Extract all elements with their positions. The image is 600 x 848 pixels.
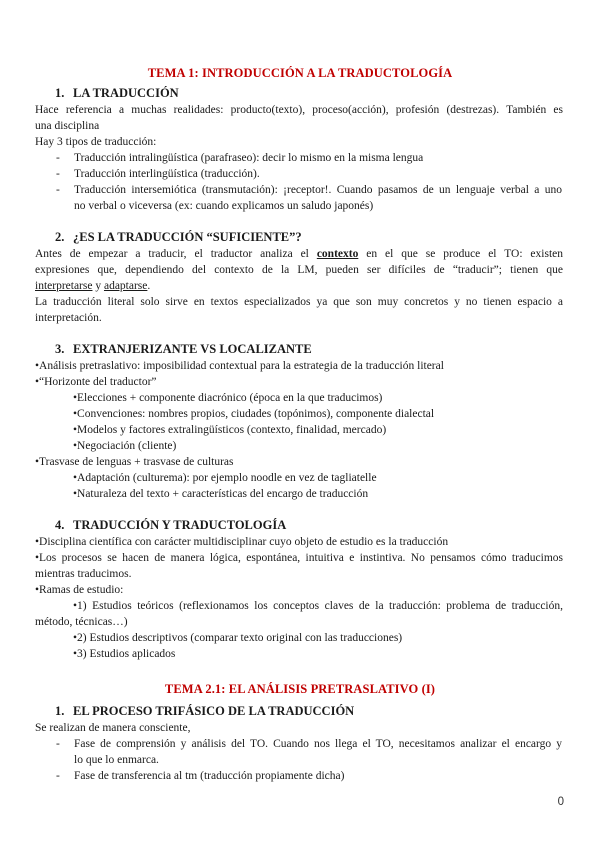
s2-text: Antes de empezar a traducir, el traductor analiza el xyxy=(35,248,309,260)
s2-paragraph-line3 xyxy=(35,278,563,294)
bullet-item-line1: •Los procesos se hacen de manera lógica, espontánea, intuitiva e instintiva. No pensamos cómo traducimos xyxy=(35,552,563,564)
sub-bullet-item: •2) Estudios descriptivos (comparar texto original con las traducciones) xyxy=(73,632,403,644)
sub-bullet-item: •3) Estudios aplicados xyxy=(73,648,176,660)
list-item-text: Traducción intralingüística (parafraseo): decir lo mismo en la misma lengua xyxy=(74,152,424,164)
sub-bullet-item: •Negociación (cliente) xyxy=(73,440,177,452)
bullet-item: •Disciplina científica con carácter multidisciplinar cuyo objeto de estudio es la traducción xyxy=(35,536,449,548)
sub-bullet-item: •Convenciones: nombres propios, ciudades (topónimos), componente dialectal xyxy=(73,408,435,420)
section-4-title: TRADUCCIÓN Y TRADUCTOLOGÍA xyxy=(73,518,287,532)
sub-bullet-item: •Modelos y factores extralingüísticos (contexto, finalidad, mercado) xyxy=(73,424,387,436)
bullet-item: •Trasvase de lenguas + trasvase de culturas xyxy=(35,456,234,468)
list-item-text-line1: Traducción intersemiótica (transmutación): ¡receptor!. Cuando pasamos de un lenguaje verbal a uno xyxy=(74,184,562,196)
s2-paragraph-line2: expresiones que, dependiendo del contexto de la LM, pueden ser difíciles de “traducir”; tienen que xyxy=(35,264,563,276)
list-item xyxy=(56,166,562,182)
bullet-item: •Ramas de estudio: xyxy=(35,584,124,596)
dash-marker: - xyxy=(56,184,60,196)
s1-paragraph-line1: Hace referencia a muchas realidades: producto(texto), proceso(acción), profesión (destrezas). También es xyxy=(35,104,563,116)
s1-paragraph-line2: una disciplina xyxy=(35,120,100,132)
list-item-text: Fase de transferencia al tm (traducción propiamente dicha) xyxy=(74,770,345,782)
section-1-heading xyxy=(55,86,179,101)
list-item xyxy=(56,768,562,784)
list-item xyxy=(56,736,562,768)
bullet-item: •Análisis pretraslativo: imposibilidad contextual para la estrategia de la traducción literal xyxy=(35,360,444,372)
page-number: 0 xyxy=(557,796,564,808)
t2-section-1-number: 1. xyxy=(55,704,65,718)
s2-text: y xyxy=(92,280,104,292)
section-1-title: LA TRADUCCIÓN xyxy=(73,86,179,100)
section-3-title: EXTRANJERIZANTE VS LOCALIZANTE xyxy=(73,342,312,356)
s2-text: . xyxy=(147,280,151,292)
section-1-number: 1. xyxy=(55,86,65,100)
section-2-number: 2. xyxy=(55,230,65,244)
list-item xyxy=(56,150,562,166)
t2-paragraph: Se realizan de manera consciente, xyxy=(35,722,191,734)
s2-paragraph2-line1: La traducción literal solo sirve en textos especializados ya que son muy concretos y no tienen espacio a xyxy=(35,296,563,308)
dash-marker: - xyxy=(56,738,60,750)
s2-text: en el que se produce el TO: existen xyxy=(358,248,564,260)
section-2-heading xyxy=(55,230,302,245)
dash-marker: - xyxy=(56,152,60,164)
section-3-number: 3. xyxy=(55,342,65,356)
list-item-text-line2: lo que lo enmarca. xyxy=(74,754,159,766)
section-4-number: 4. xyxy=(55,518,65,532)
list-item-text-line2: no verbal o viceversa (ex: cuando explicamos un saludo japonés) xyxy=(74,200,374,212)
s2-paragraph2-line2: interpretación. xyxy=(35,312,102,324)
bullet-item: •“Horizonte del traductor” xyxy=(35,376,157,388)
contexto-emphasis: contexto xyxy=(316,248,359,260)
dash-marker: - xyxy=(56,770,60,782)
sub-bullet-item: •Adaptación (culturema): por ejemplo noodle en vez de tagliatelle xyxy=(73,472,377,484)
sub-bullet-item-line2: método, técnicas…) xyxy=(35,616,128,628)
sub-bullet-item: •Naturaleza del texto + características del encargo de traducción xyxy=(73,488,369,500)
tema1-title: TEMA 1: INTRODUCCIÓN A LA TRADUCTOLOGÍA xyxy=(147,66,453,80)
bullet-item-line2: mientras traducimos. xyxy=(35,568,132,580)
tema2-title: TEMA 2.1: EL ANÁLISIS PRETRASLATIVO (I) xyxy=(164,682,436,696)
interpretarse-underlined: interpretarse xyxy=(35,280,93,292)
sub-bullet-item: •Elecciones + componente diacrónico (época en la que traducimos) xyxy=(73,392,383,404)
t2-section-1-heading xyxy=(55,704,354,719)
section-2-title: ¿ES LA TRADUCCIÓN “SUFICIENTE”? xyxy=(73,230,302,244)
list-item-text: Traducción interlingüística (traducción). xyxy=(74,168,260,180)
dash-marker: - xyxy=(56,168,60,180)
list-item xyxy=(56,182,562,214)
s2-paragraph-line1 xyxy=(35,246,563,262)
section-3-heading xyxy=(55,342,312,357)
section-4-heading xyxy=(55,518,286,533)
s1-types-intro: Hay 3 tipos de traducción: xyxy=(35,136,157,148)
sub-bullet-item-line1: •1) Estudios teóricos (reflexionamos los conceptos claves de la traducción: problema de traducción, xyxy=(73,600,563,612)
adaptarse-underlined: adaptarse xyxy=(103,280,148,292)
list-item-text-line1: Fase de comprensión y análisis del TO. Cuando nos llega el TO, necesitamos analizar el encargo y xyxy=(74,738,562,750)
t2-section-1-title: EL PROCESO TRIFÁSICO DE LA TRADUCCIÓN xyxy=(73,704,355,718)
